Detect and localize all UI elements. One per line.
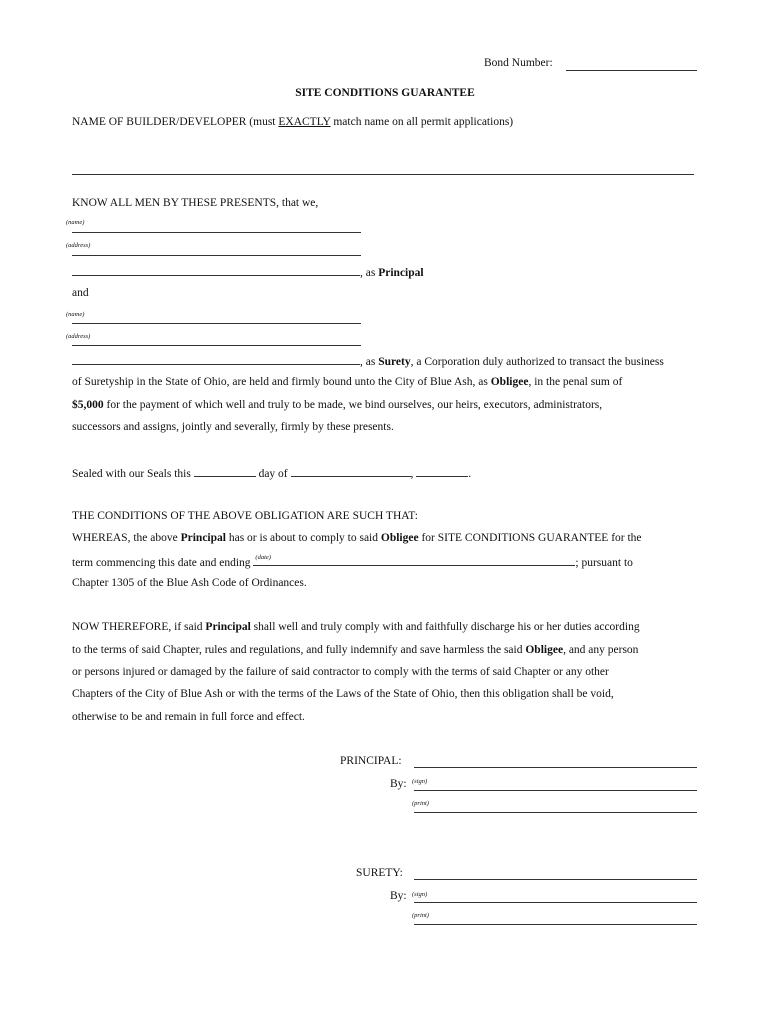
surety-name-field[interactable] — [72, 323, 361, 324]
surety-by-label: By: — [390, 890, 407, 902]
surety-name-hint: (name) — [66, 311, 85, 318]
builder-name-field[interactable] — [72, 174, 694, 175]
principal-signature-label: PRINCIPAL: — [340, 755, 402, 767]
surety-company-field[interactable] — [414, 879, 697, 880]
conditions-line-1: WHEREAS, the above Principal has or is about to comply to said Obligee for SITE CONDITIONS GUARANTEE for the — [72, 532, 642, 544]
sealed-day-field[interactable] — [194, 466, 256, 477]
now-therefore-line-5: otherwise to be and remain in full force and effect. — [72, 711, 305, 723]
surety-address-field-2[interactable] — [72, 354, 360, 365]
now-therefore-line-2: to the terms of said Chapter, rules and regulations, and fully indemnify and save harmless the said Obligee, and any person — [72, 644, 639, 656]
surety-para-line-2: of Suretyship in the State of Ohio, are held and firmly bound unto the City of Blue Ash, as Obligee, in the penal sum of — [72, 376, 623, 388]
surety-para-line-4: successors and assigns, jointly and severally, firmly by these presents. — [72, 421, 394, 433]
know-all-text: KNOW ALL MEN BY THESE PRESENTS, that we, — [72, 197, 319, 209]
surety-sign-field[interactable] — [414, 902, 697, 903]
now-therefore-line-4: Chapters of the City of Blue Ash or with the terms of the Laws of the State of Ohio, then this obligation shall be void, — [72, 688, 614, 700]
principal-name-hint: (name) — [66, 219, 85, 226]
principal-by-label: By: — [390, 778, 407, 790]
date-hint: (date) — [255, 554, 271, 561]
principal-sign-field[interactable] — [414, 790, 697, 791]
conditions-heading: THE CONDITIONS OF THE ABOVE OBLIGATION ARE SUCH THAT: — [72, 510, 418, 522]
surety-signature-label: SURETY: — [356, 867, 403, 879]
principal-line: , as Principal — [72, 265, 424, 279]
principal-address-field-2[interactable] — [72, 265, 360, 276]
principal-name-field[interactable] — [72, 232, 361, 233]
principal-company-field[interactable] — [414, 767, 697, 768]
principal-print-hint: (print) — [412, 800, 429, 807]
sealed-month-field[interactable] — [291, 466, 411, 477]
surety-address-field[interactable] — [72, 345, 361, 346]
bond-number-label: Bond Number: — [484, 57, 553, 69]
conditions-line-3: Chapter 1305 of the Blue Ash Code of Ordinances. — [72, 577, 307, 589]
surety-print-field[interactable] — [414, 924, 697, 925]
principal-print-field[interactable] — [414, 812, 697, 813]
bond-number-field[interactable] — [566, 70, 697, 71]
sealed-year-field[interactable] — [416, 466, 468, 477]
now-therefore-line-1: NOW THEREFORE, if said Principal shall well and truly comply with and faithfully discharge his or her duties according — [72, 621, 640, 633]
document-title: SITE CONDITIONS GUARANTEE — [295, 87, 475, 99]
builder-label: NAME OF BUILDER/DEVELOPER (must EXACTLY match name on all permit applications) — [72, 116, 514, 128]
now-therefore-line-3: or persons injured or damaged by the failure of said contractor to comply with the terms of said Chapter or any other — [72, 666, 609, 678]
surety-para-line-3: $5,000 for the payment of which well and truly to be made, we bind ourselves, our heirs, executors, administrators, — [72, 399, 603, 411]
and-text: and — [72, 287, 89, 299]
sealed-line: Sealed with our Seals this day of , . — [72, 468, 472, 480]
surety-address-hint: (address) — [66, 333, 91, 340]
principal-address-field[interactable] — [72, 255, 361, 256]
surety-sign-hint: (sign) — [412, 891, 428, 898]
principal-address-hint: (address) — [66, 242, 91, 249]
ending-date-field[interactable] — [253, 555, 575, 566]
surety-print-hint: (print) — [412, 912, 429, 919]
surety-para-line-1: , as Surety, a Corporation duly authorized to transact the business — [72, 354, 698, 368]
conditions-line-2: term commencing this date and ending (date) ; pursuant to — [72, 554, 633, 569]
principal-sign-hint: (sign) — [412, 778, 428, 785]
